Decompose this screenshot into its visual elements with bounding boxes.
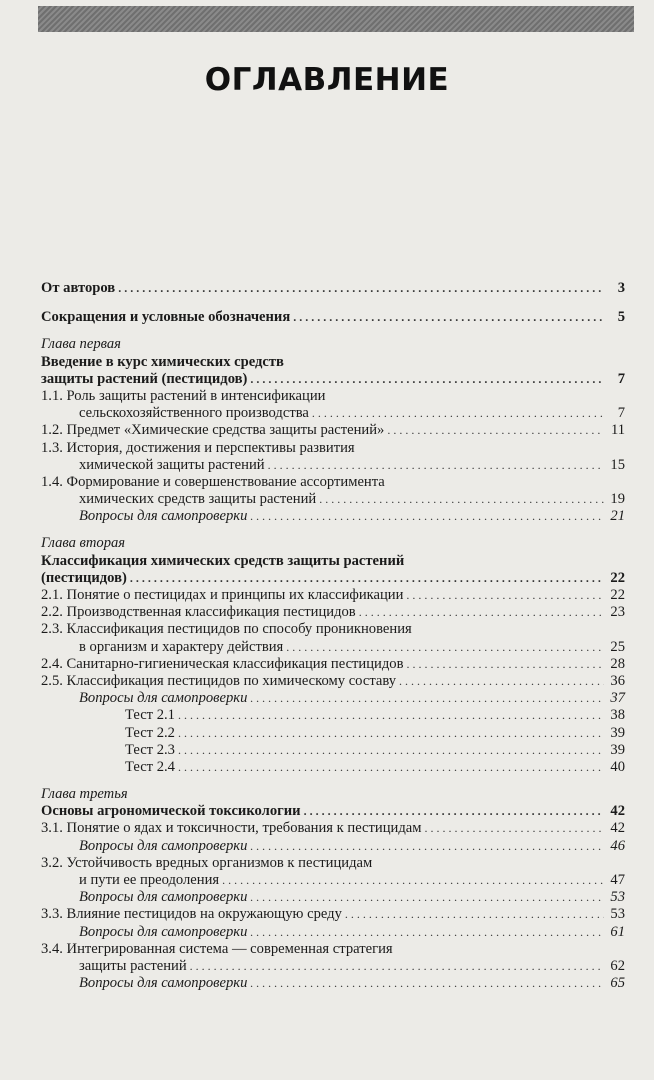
entry-label: Сокращения и условные обозначения [41,309,291,326]
page-number: 62 [610,957,625,974]
page-number: 19 [610,491,625,508]
leader-dots [250,924,604,941]
entry-label: 2.5. Классификация пестицидов по химическому составу [41,672,397,689]
entry-label: химической защиты растений [79,456,265,473]
leader-dots [250,508,604,525]
toc-entry[interactable] [41,587,625,604]
leader-dots [178,742,604,759]
toc-entry[interactable] [41,405,625,422]
leader-dots [293,309,604,326]
leader-dots [250,371,604,388]
toc-entry[interactable] [41,656,625,673]
toc-entry-authors[interactable] [41,280,625,297]
toc-entry-test[interactable] [41,742,625,759]
toc-entry[interactable] [41,906,625,923]
entry-label: 2.1. Понятие о пестицидах и принципы их классификации [41,587,404,603]
entry-label: Тест 2.2 [125,724,175,741]
leader-dots [268,457,604,474]
page-number: 53 [610,906,625,923]
page-number: 3 [617,280,625,296]
leader-dots [222,872,604,889]
leader-dots [406,656,604,673]
leader-dots [406,587,604,604]
toc-entry[interactable]: 3.4. Интегрированная система — современная стратегия [41,940,393,957]
page-number: 65 [610,975,625,992]
toc-entry[interactable] [41,820,625,837]
leader-dots [359,604,604,621]
leader-dots [387,422,604,439]
page-number: 22 [610,587,625,603]
leader-dots [319,491,604,508]
toc-entry[interactable] [41,639,625,656]
toc-entry[interactable]: 1.1. Роль защиты растений в интенсификации [41,387,326,404]
page-number: 61 [610,923,625,940]
entry-label: Вопросы для самопроверки [79,975,248,992]
page-number: 37 [610,690,625,707]
entry-label: 2.4. Санитарно-гигиеническая классификация пестицидов [41,655,404,672]
chapter-title[interactable] [41,803,625,820]
chapter-title-end[interactable] [41,570,625,587]
chapter-label: Глава третья [41,786,128,803]
page-number: 22 [610,569,625,586]
leader-dots [178,725,604,742]
chapter-title[interactable]: Классификация химических средств защиты растений [41,552,405,569]
entry-label: Вопросы для самопроверки [79,889,248,906]
toc-entry-questions[interactable] [41,690,625,707]
page-number: 36 [610,672,625,689]
chapter-label: Глава первая [41,336,121,353]
entry-label: Вопросы для самопроверки [79,837,248,854]
entry-label: 2.2. Производственная классификация пестицидов [41,604,356,621]
leader-dots [250,690,604,707]
page-number: 15 [610,456,625,473]
page-number: 42 [610,803,625,820]
chapter-label: Глава вторая [41,535,126,552]
page-number: 40 [610,758,625,775]
chapter-title-end[interactable] [41,371,625,388]
page-number: 7 [617,370,625,387]
entry-label: защиты растений [79,957,187,974]
page-number: 28 [610,655,625,672]
leader-dots [312,405,604,422]
toc-entry[interactable]: 1.4. Формирование и совершенствование ассортимента [41,473,385,490]
entry-label: Вопросы для самопроверки [79,508,248,525]
toc-entry-questions[interactable] [41,975,625,992]
page-number: 11 [610,422,625,439]
leader-dots [190,958,604,975]
leader-dots [399,673,604,690]
leader-dots [250,889,604,906]
entry-label: и пути ее преодоления [79,872,220,888]
toc-entry[interactable] [41,958,625,975]
table-of-contents [41,280,625,992]
entry-label: 3.3. Влияние пестицидов на окружающую среду [41,906,342,923]
entry-label: (пестицидов) [41,569,127,586]
page-number: 53 [610,889,625,906]
page-number: 25 [610,638,625,655]
leader-dots [118,280,604,297]
page-title: ОГЛАВЛЕНИЕ [204,62,450,98]
entry-label: 1.2. Предмет «Химические средства защиты растений» [41,422,385,439]
toc-entry-test[interactable] [41,707,625,724]
toc-entry[interactable]: 1.3. История, достижения и перспективы развития [41,439,355,456]
toc-entry[interactable] [41,872,625,889]
page-number: 23 [610,604,625,621]
entry-label: Тест 2.4 [125,758,175,775]
toc-entry-questions[interactable] [41,838,625,855]
header-bar [38,6,634,32]
leader-dots [178,759,604,776]
toc-entry-questions[interactable] [41,889,625,906]
toc-entry[interactable] [41,457,625,474]
entry-label: Вопросы для самопроверки [79,690,248,707]
entry-label: Тест 2.3 [125,741,175,758]
entry-label: защиты растений (пестицидов) [41,370,248,387]
page-number: 46 [610,837,625,854]
leader-dots [345,906,604,923]
entry-label: От авторов [41,280,116,296]
entry-label: 3.1. Понятие о ядах и токсичности, требования к пестицидам [41,820,422,837]
toc-entry-test[interactable] [41,759,625,776]
toc-entry[interactable] [41,673,625,690]
chapter-title[interactable]: Введение в курс химических средств [41,353,284,370]
toc-entry[interactable] [41,604,625,621]
entry-label: сельскохозяйственного производства [79,405,309,422]
entry-label: Основы агрономической токсикологии [41,803,301,820]
leader-dots [286,639,604,656]
leader-dots [130,570,604,587]
page-number: 21 [610,508,625,525]
leader-dots [424,820,604,837]
entry-label: в организм и характеру действия [79,638,284,655]
page-number: 7 [617,405,625,422]
entry-label: Тест 2.1 [125,707,175,724]
leader-dots [250,838,604,855]
toc-entry-questions[interactable] [41,924,625,941]
toc-entry[interactable] [41,422,625,439]
toc-entry-questions[interactable] [41,508,625,525]
toc-entry[interactable]: 3.2. Устойчивость вредных организмов к пестицидам [41,854,373,871]
page-number: 47 [610,872,625,888]
page-number: 39 [610,724,625,741]
page-number: 38 [610,707,625,724]
entry-label: Вопросы для самопроверки [79,923,248,940]
toc-entry[interactable]: 2.3. Классификация пестицидов по способу проникновения [41,621,412,638]
leader-dots [250,975,604,992]
toc-entry[interactable] [41,491,625,508]
leader-dots [178,707,604,724]
leader-dots [304,803,604,820]
toc-entry-test[interactable] [41,725,625,742]
page-number: 42 [610,820,625,837]
page-number: 5 [617,309,625,326]
page-number: 39 [610,741,625,758]
toc-entry-abbreviations[interactable] [41,309,625,326]
entry-label: химических средств защиты растений [79,491,317,508]
